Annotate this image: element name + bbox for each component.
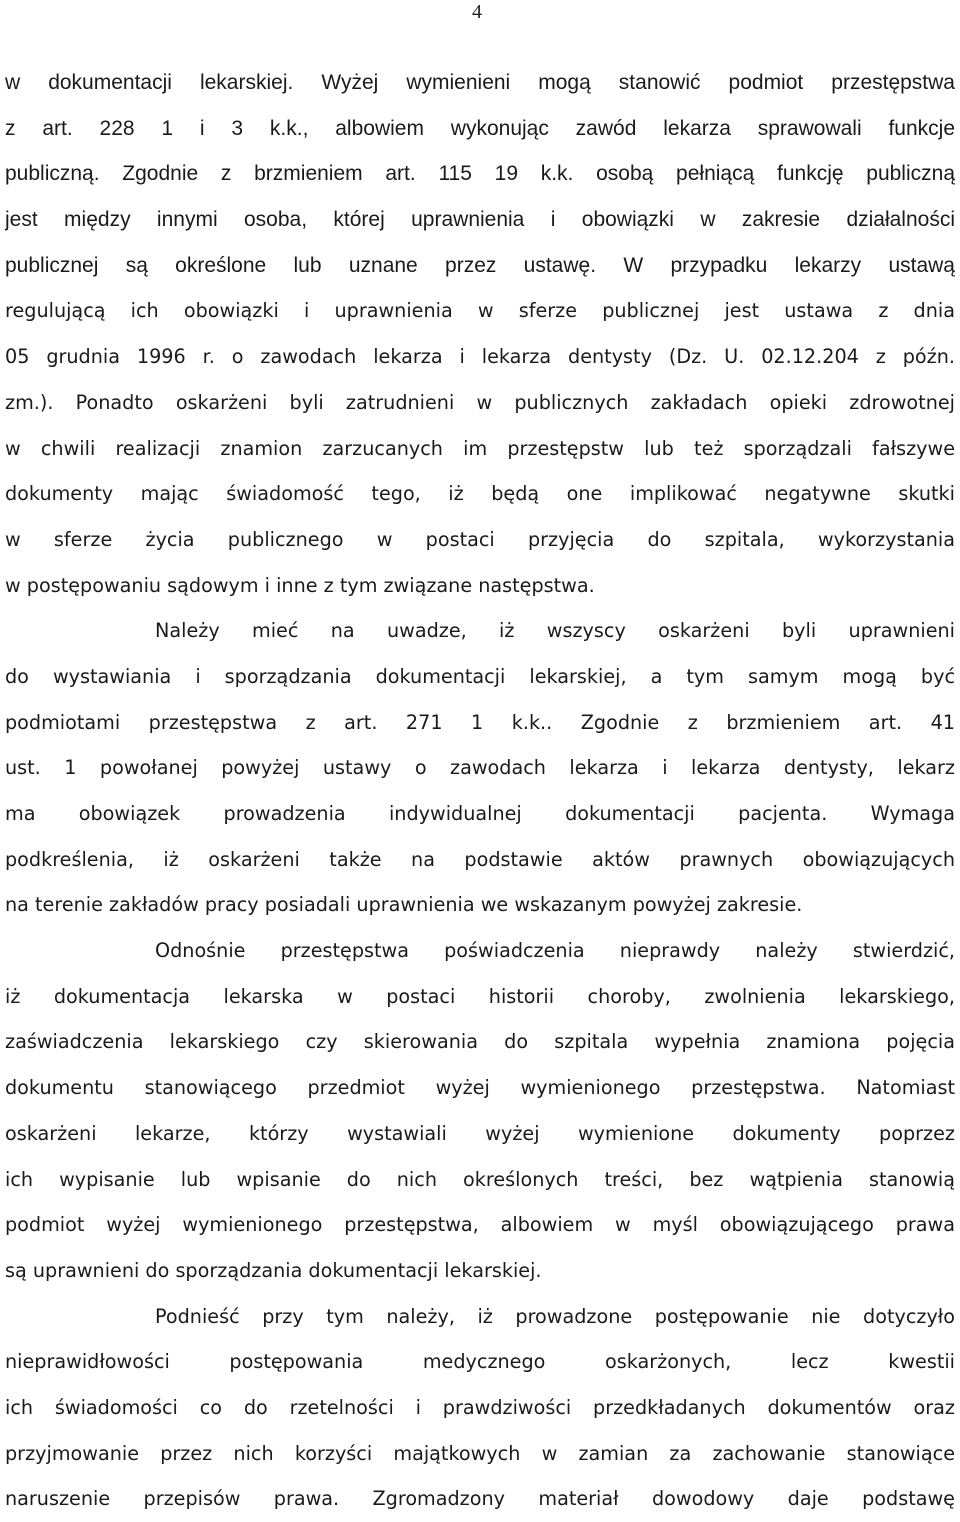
text-line: w sferze życia publicznego w postaci przyjęcia do szpitala, wykorzystania	[5, 527, 955, 551]
paragraph-first-line: Podnieść przy tym należy, iż prowadzone postępowanie nie dotyczyło	[155, 1304, 955, 1328]
text-line: dokumenty mając świadomość tego, iż będą one implikować negatywne skutki	[5, 482, 955, 506]
paragraph-first-line: Należy mieć na uwadze, iż wszyscy oskarżeni byli uprawnieni	[155, 619, 955, 643]
text-line: oskarżeni lekarze, którzy wystawiali wyżej wymienione dokumenty poprzez	[5, 1121, 955, 1145]
text-line: ma obowiązek prowadzenia indywidualnej dokumentacji pacjenta. Wymaga	[5, 802, 955, 825]
text-line: zaświadczenia lekarskiego czy skierowania do szpitala wypełnia znamiona pojęcia	[5, 1030, 955, 1054]
text-line: ich świadomości co do rzetelności i prawdziwości przedkładanych dokumentów oraz	[5, 1395, 955, 1419]
text-line: regulującą ich obowiązki i uprawnienia w sferze publicznej jest ustawa z dnia	[5, 299, 955, 323]
text-line: ich wypisanie lub wpisanie do nich określonych treści, bez wątpienia stanowią	[5, 1167, 955, 1191]
text-line: nieprawidłowości postępowania medycznego oskarżonych, lecz kwestii	[5, 1350, 955, 1374]
paragraph-first-line: Odnośnie przestępstwa poświadczenia nieprawdy należy stwierdzić,	[155, 939, 955, 963]
page-number: 4	[472, 1, 482, 23]
text-line: jest między innymi osoba, której uprawnienia i obowiązki w zakresie działalności	[5, 208, 955, 232]
text-line: publicznej są określone lub uznane przez ustawę. W przypadku lekarzy ustawą	[5, 253, 955, 277]
text-line: przyjmowanie przez nich korzyści majątkowych w zamian za zachowanie stanowiące	[5, 1441, 955, 1465]
text-line: podmiotami przestępstwa z art. 271 1 k.k.. Zgodnie z brzmieniem art. 41	[5, 710, 955, 734]
text-line: iż dokumentacja lekarska w postaci historii choroby, zwolnienia lekarskiego,	[5, 984, 955, 1008]
text-line: podkreślenia, iż oskarżeni także na podstawie aktów prawnych obowiązujących	[5, 847, 955, 871]
text-line: do wystawiania i sporządzania dokumentacji lekarskiej, a tym samym mogą być	[5, 664, 955, 688]
text-line: 05 grudnia 1996 r. o zawodach lekarza i lekarza dentysty (Dz. U. 02.12.204 z późn.	[5, 345, 955, 369]
document-body	[5, 60, 955, 1522]
text-line: w dokumentacji lekarskiej. Wyżej wymienieni mogą stanowić podmiot przestępstwa	[5, 71, 955, 94]
text-line: są uprawnieni do sporządzania dokumentacji lekarskiej.	[5, 1258, 542, 1282]
text-line: naruszenie przepisów prawa. Zgromadzony materiał dowodowy daje podstawę	[5, 1487, 955, 1511]
text-line: na terenie zakładów pracy posiadali uprawnienia we wskazanym powyżej zakresie.	[5, 893, 803, 917]
text-line: w chwili realizacji znamion zarzucanych im przestępstw lub też sporządzali fałszywe	[5, 436, 955, 460]
text-line: w postępowaniu sądowym i inne z tym związane następstwa.	[5, 573, 595, 597]
text-line: ust. 1 powołanej powyżej ustawy o zawodach lekarza i lekarza dentysty, lekarz	[5, 756, 955, 780]
text-line: z art. 228 1 i 3 k.k., albowiem wykonując zawód lekarza sprawowali funkcje	[5, 116, 955, 140]
text-line: zm.). Ponadto oskarżeni byli zatrudnieni w publicznych zakładach opieki zdrowotnej	[5, 390, 955, 414]
text-line: dokumentu stanowiącego przedmiot wyżej wymienionego przestępstwa. Natomiast	[5, 1076, 955, 1100]
text-line: podmiot wyżej wymienionego przestępstwa, albowiem w myśl obowiązującego prawa	[5, 1213, 955, 1237]
text-line: publiczną. Zgodnie z brzmieniem art. 115 19 k.k. osobą pełniącą funkcję publiczną	[5, 162, 955, 186]
